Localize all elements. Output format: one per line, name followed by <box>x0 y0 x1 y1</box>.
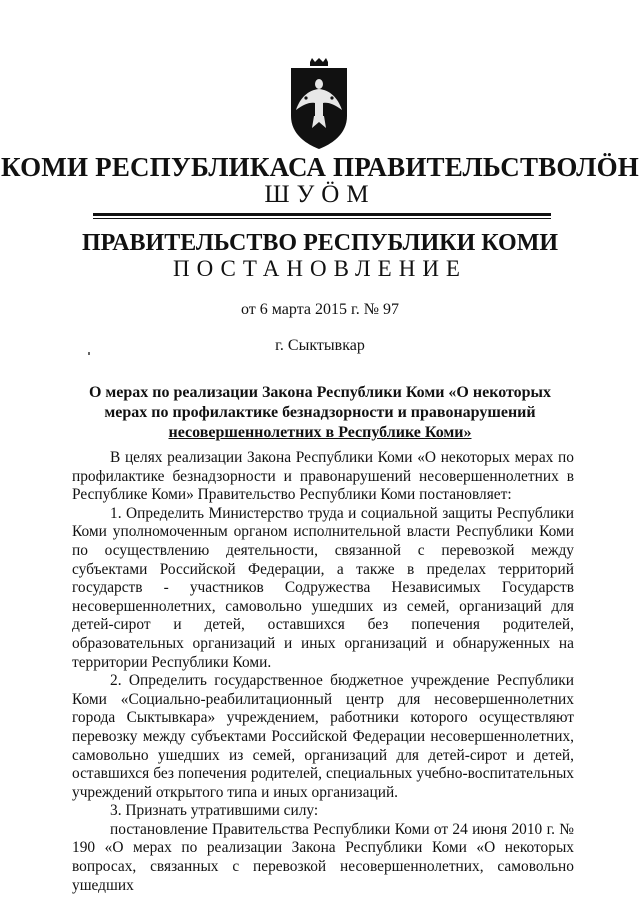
paragraph-item-1: 1. Определить Министерство труда и социальной защиты Республики Коми уполномоченным органом исполнительной власти Республики Коми по осуществлению деятельности, связанной с перевозкой между субъектами Российской Федерации, а также в пределах территорий государств - участников Содружества Независимых Государств несовершеннолетних, самовольно ушедших из семей, организаций для детей-сирот и детей, оставшихся без попечения родителей, образовательных организаций и иных организаций и обнаруженных на территории Республики Коми. <box>72 504 574 671</box>
document-date-number: от 6 марта 2015 г. № 97 <box>241 301 399 318</box>
paragraph-intro: В целях реализации Закона Республики Коми «О некоторых мерах по профилактике безнадзорности и правонарушений несовершеннолетних в Республике Коми» Правительство Республики Коми постановляет: <box>72 449 574 504</box>
title-line-1: О мерах по реализации Закона Республики Коми «О некоторых <box>88 384 552 401</box>
document-city: г. Сыктывкар <box>275 337 365 354</box>
header-divider-thin <box>93 218 551 219</box>
scan-edge-artifact <box>0 0 640 6</box>
government-name: ПРАВИТЕЛЬСТВО РЕСПУБЛИКИ КОМИ <box>81 230 559 256</box>
header-divider-thick <box>93 213 551 216</box>
scan-speck <box>88 352 90 355</box>
title-line-2: мерах по профилактике безнадзорности и правонарушений <box>104 404 536 421</box>
document-type: ПОСТАНОВЛЕНИЕ <box>173 256 467 281</box>
komi-coat-of-arms-icon <box>288 58 350 150</box>
title-line-3: несовершеннолетних в Республике Коми» <box>168 424 472 441</box>
komi-language-header: КОМИ РЕСПУБЛИКАСА ПРАВИТЕЛЬСТВОЛÖН <box>1 152 639 182</box>
paragraph-item-2: 2. Определить государственное бюджетное учреждение Республики Коми «Социально-реабилитационный центр для несовершеннолетних города Сыктывкара» учреждением, работники которого осуществляют перевозку между субъектами Российской Федерации несовершеннолетних, самовольно ушедших из семей, организаций для детей-сирот и детей, оставшихся без попечения родителей, специальных учебно-воспитательных учреждений открытого типа и иных организаций. <box>72 672 574 801</box>
paragraph-item-3-text: постановление Правительства Республики Коми от 24 июня 2010 г. № 190 «О мерах по реализации Закона Республики Коми «О некоторых вопросах, связанных с перевозкой несовершеннолетних, самовольно ушедших <box>72 820 574 894</box>
document-title <box>70 383 570 443</box>
paragraph-item-3: 3. Признать утратившими силу: <box>110 802 319 820</box>
document-body <box>72 449 574 895</box>
komi-language-doc-type: ШУÖМ <box>264 181 376 208</box>
